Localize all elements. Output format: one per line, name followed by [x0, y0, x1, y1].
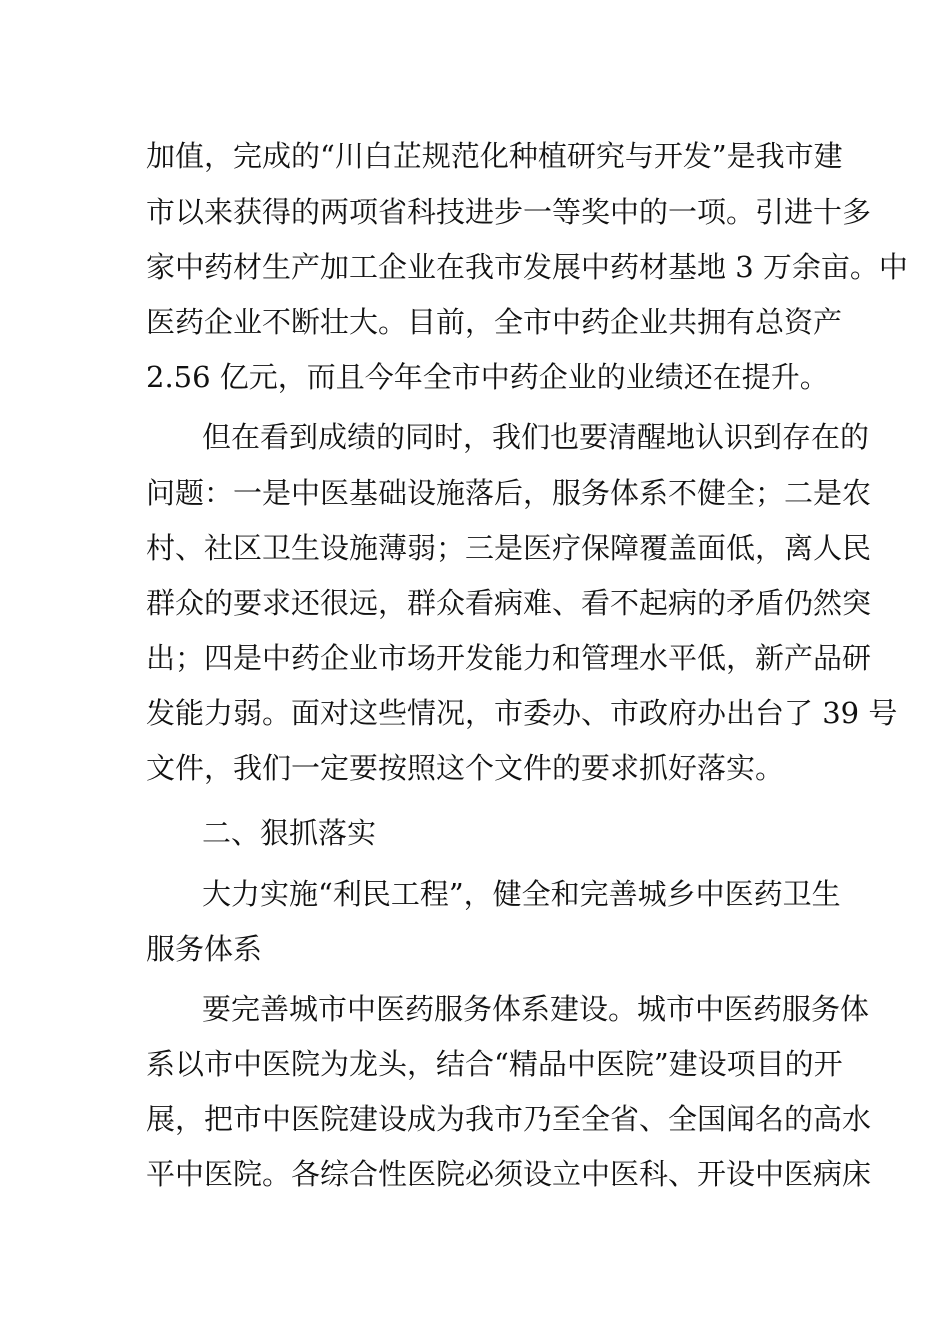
subsection-heading-continued: 服务体系	[146, 932, 263, 966]
paragraph-first-line: 但在看到成绩的同时，我们也要清醒地认识到存在的	[202, 420, 870, 454]
body-text-line: 平中医院。各综合性医院必须设立中医科、开设中医病床	[146, 1157, 872, 1191]
body-text-line: 展，把市中医院建设成为我市乃至全省、全国闻名的高水	[146, 1102, 872, 1136]
body-text-line: 发能力弱。面对这些情况，市委办、市政府办出台了 39 号	[146, 696, 898, 730]
section-heading: 二、狠抓落实	[202, 816, 377, 850]
body-text-line: 出；四是中药企业市场开发能力和管理水平低，新产品研	[146, 641, 872, 675]
body-text-line: 市以来获得的两项省科技进步一等奖中的一项。引进十多	[146, 195, 872, 229]
body-text-line: 家中药材生产加工企业在我市发展中药材基地 3 万余亩。中	[146, 250, 908, 284]
body-text-line: 群众的要求还很远，群众看病难、看不起病的矛盾仍然突	[146, 586, 872, 620]
body-text-line: 加值，完成的“川白芷规范化种植研究与开发”是我市建	[146, 139, 843, 173]
paragraph-first-line: 要完善城市中医药服务体系建设。城市中医药服务体	[202, 992, 870, 1026]
body-text-line: 2.56 亿元，而且今年全市中药企业的业绩还在提升。	[146, 360, 829, 394]
body-text-line: 文件，我们一定要按照这个文件的要求抓好落实。	[146, 751, 785, 785]
body-text-line: 村、社区卫生设施薄弱；三是医疗保障覆盖面低，离人民	[146, 531, 872, 565]
subsection-heading: 大力实施“利民工程”，健全和完善城乡中医药卫生	[202, 877, 841, 911]
body-text-line: 问题：一是中医基础设施落后，服务体系不健全；二是农	[146, 476, 872, 510]
body-text-line: 医药企业不断壮大。目前，全市中药企业共拥有总资产	[146, 305, 843, 339]
body-text-line: 系以市中医院为龙头，结合“精品中医院”建设项目的开	[146, 1047, 843, 1081]
